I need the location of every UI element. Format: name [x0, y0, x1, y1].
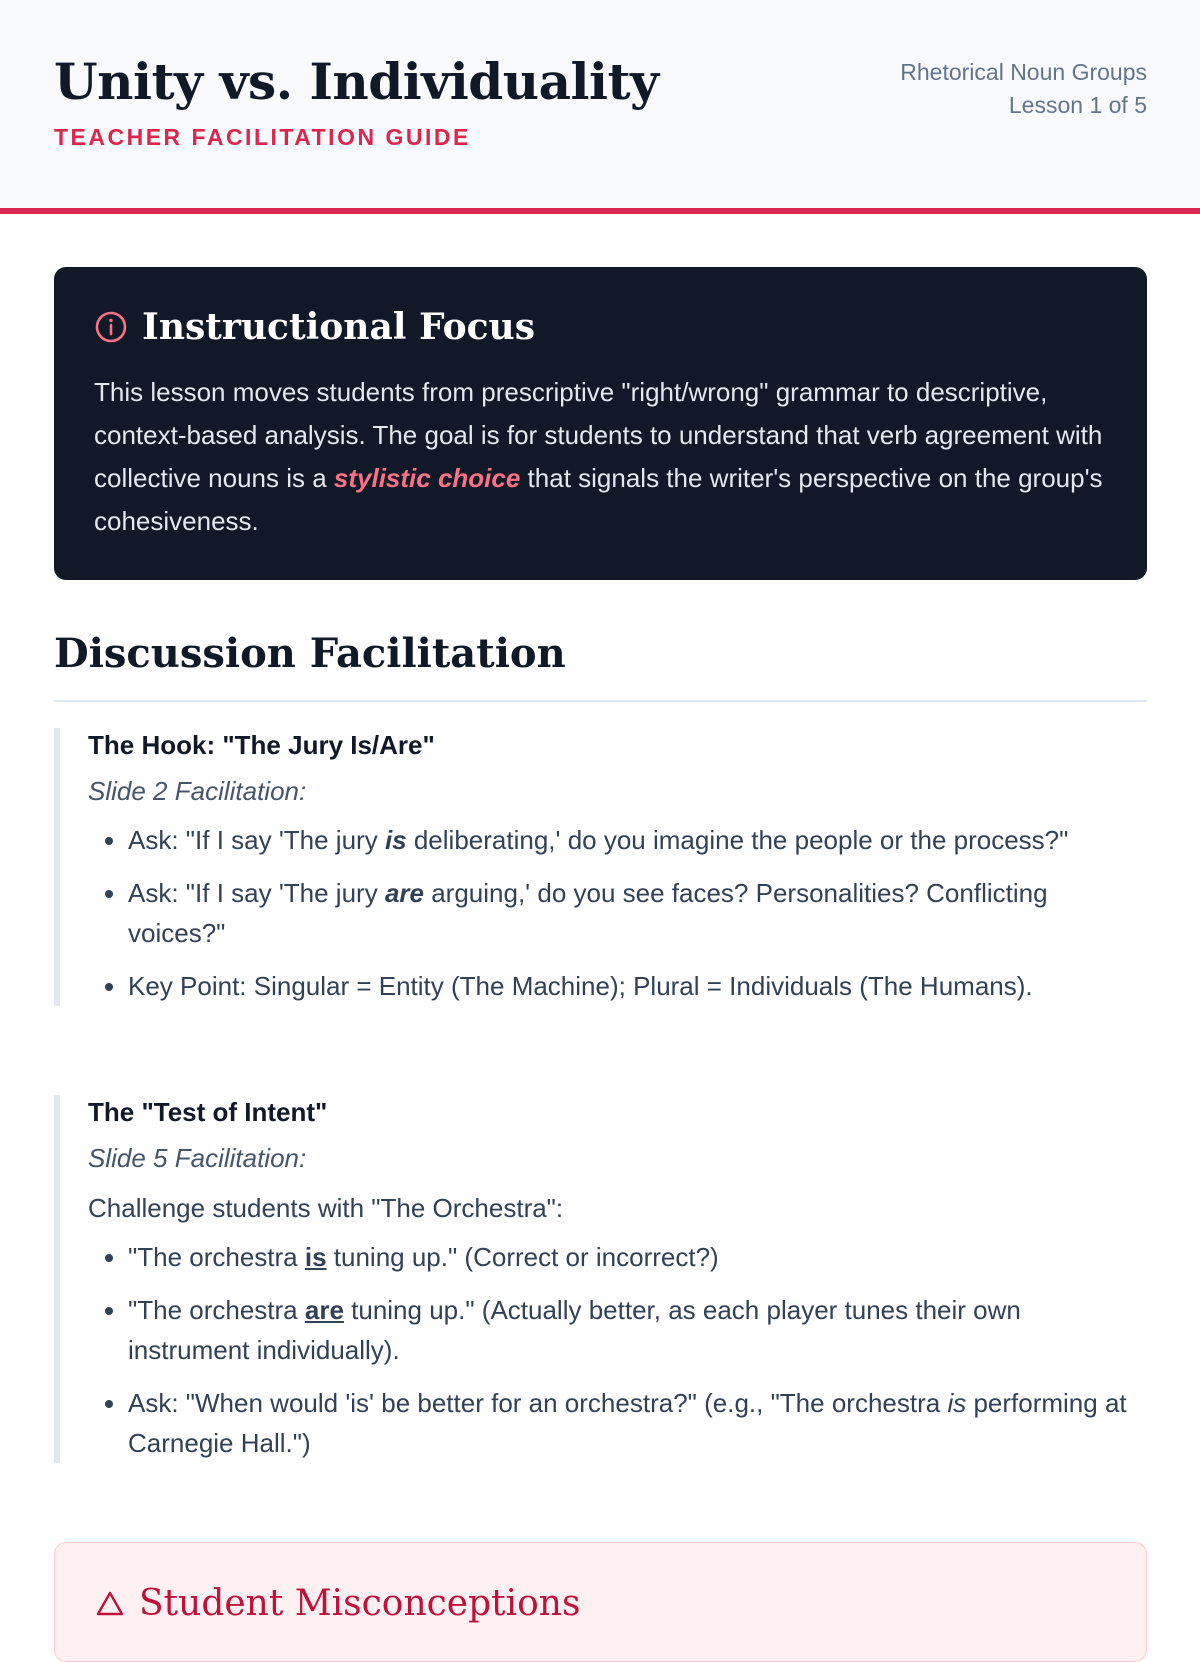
focus-text-end: that signals the writer's perspective on the group's cohesiveness. [94, 463, 1103, 536]
list-item [128, 1383, 1147, 1463]
lesson-meta [900, 56, 1147, 122]
verb-emphasis: are [304, 1295, 344, 1325]
intent-title: The "Test of Intent" [88, 1097, 328, 1127]
intent-slide-label: Slide 5 Facilitation: [88, 1143, 307, 1173]
stylistic-choice-highlight: stylistic choice [333, 463, 521, 493]
focus-body [94, 371, 1107, 543]
item-text: tuning up." (Correct or incorrect?) [326, 1242, 719, 1272]
list-item [128, 873, 1147, 953]
hook-points [88, 820, 1147, 1006]
focus-text: This lesson moves students from prescriptive "right/wrong" grammar to descriptive, context-based analysis. The goal is for students to understand that verb agreement with collective nouns is a [94, 377, 1103, 493]
verb-emphasis: is [384, 825, 407, 855]
lesson-number: Lesson 1 of 5 [1008, 92, 1147, 118]
list-item [128, 1290, 1147, 1370]
item-text: Ask: "If I say 'The jury [128, 878, 385, 908]
section-divider [54, 700, 1147, 702]
focus-header [94, 305, 1107, 349]
intent-intro: Challenge students with "The Orchestra": [88, 1193, 564, 1223]
verb-emphasis: is [947, 1388, 967, 1418]
verb-emphasis: are [384, 878, 424, 908]
item-text: arguing,' do you see faces? Personalities? Conflicting voices?" [128, 878, 1048, 948]
list-item: • Key Point: Singular = Entity (The Machine); Plural = Individuals (The Humans). [128, 966, 1147, 1006]
item-text: Ask: "If I say 'The jury [128, 825, 385, 855]
warning-triangle-icon [95, 1589, 125, 1619]
verb-emphasis: is [304, 1242, 327, 1272]
page-title: Unity vs. Individuality [54, 52, 659, 111]
misconceptions-title: Student Misconceptions [139, 1583, 581, 1624]
list-item [128, 1237, 1147, 1277]
hook-block [54, 728, 1147, 1006]
series-name: Rhetorical Noun Groups [900, 59, 1147, 85]
page-subtitle: TEACHER FACILITATION GUIDE [54, 124, 471, 150]
item-text: tuning up." (Actually better, as each player tunes their own instrument individually). [128, 1295, 1021, 1365]
hook-title: The Hook: "The Jury Is/Are" [88, 730, 435, 760]
item-text: deliberating,' do you imagine the people or the process?" [406, 825, 1069, 855]
item-text: performing at Carnegie Hall.") [128, 1388, 1127, 1458]
intent-points [88, 1237, 1147, 1463]
item-text: "The orchestra [128, 1295, 305, 1325]
focus-title: Instructional Focus [142, 306, 535, 348]
test-of-intent-block [54, 1095, 1147, 1463]
page-header [0, 0, 1200, 214]
list-item [128, 820, 1147, 860]
misconceptions-header [95, 1583, 580, 1624]
discussion-section-title: Discussion Facilitation [54, 630, 566, 677]
info-circle-icon [94, 310, 128, 344]
hook-slide-label: Slide 2 Facilitation: [88, 776, 307, 806]
item-text: "The orchestra [128, 1242, 305, 1272]
item-text: Ask: "When would 'is' be better for an orchestra?" (e.g., "The orchestra [128, 1388, 948, 1418]
instructional-focus-panel [54, 267, 1147, 580]
student-misconceptions-panel [54, 1542, 1147, 1662]
